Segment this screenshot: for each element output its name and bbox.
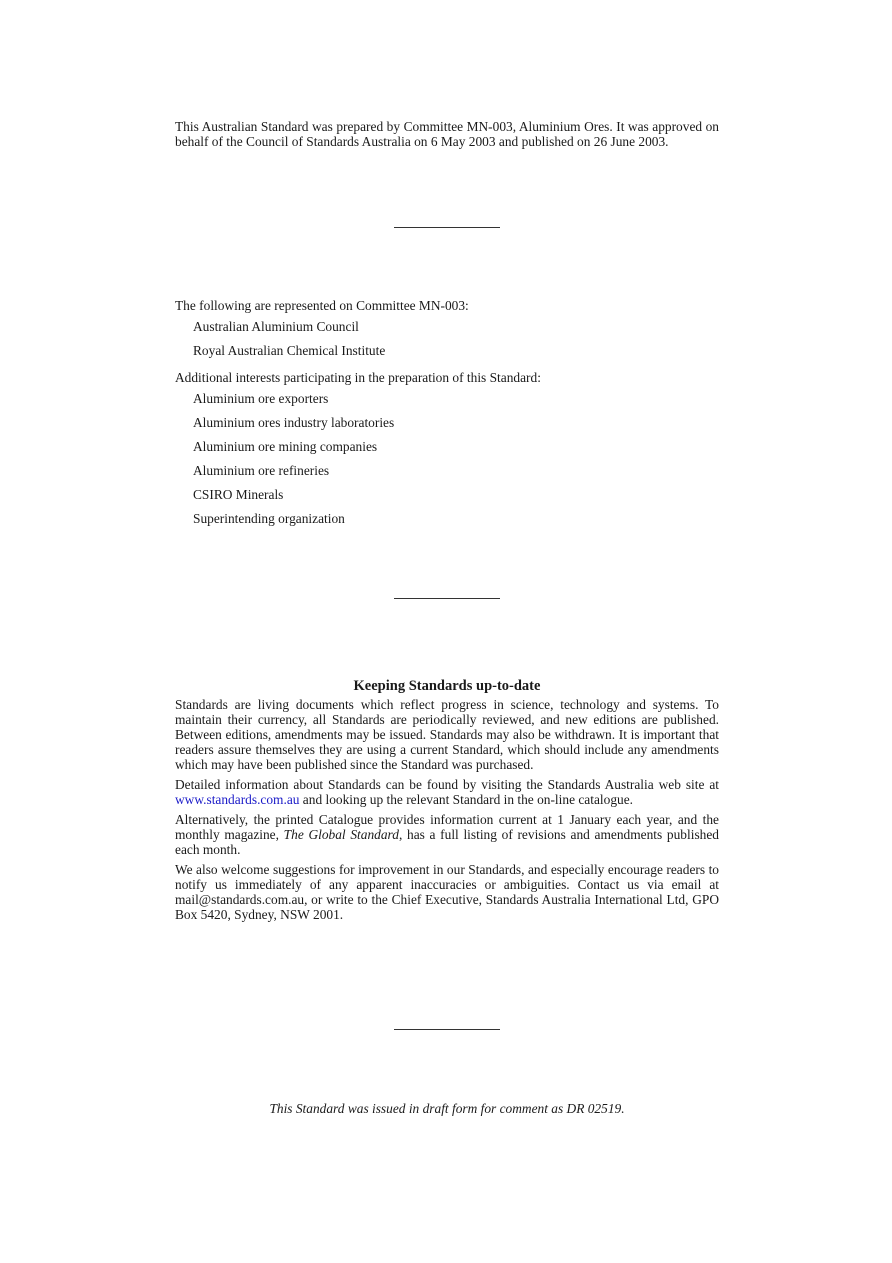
list-item: Aluminium ore refineries [193,463,330,478]
paragraph-text: Detailed information about Standards can be found by visiting the Standards Australia web site at [175,777,719,792]
paragraph-living-documents: Standards are living documents which reflect progress in science, technology and systems. To maintain their currency, all Standards are periodically reviewed, and new editions are published. Between editions, amendments may be issued. Standards may also be withdrawn. It is important that readers assure themselves they are using a current Standard, which should include any amendments which may have been published since the Standard was purchased. [175,697,719,772]
additional-interests-lead: Additional interests participating in the preparation of this Standard: [175,370,541,385]
list-item: Aluminium ore exporters [193,391,329,406]
section-divider [394,1029,500,1030]
committee-section [175,297,719,531]
paragraph-catalogue [175,812,719,857]
paragraph-text: Alternatively, the printed Catalogue provides information current at 1 January each year, and the monthly magazine, [175,812,719,842]
keeping-standards-section [175,677,719,927]
list-item: CSIRO Minerals [193,487,284,502]
list-item: Royal Australian Chemical Institute [193,343,386,358]
list-item: Aluminium ores industry laboratories [193,415,395,430]
committee-lead: The following are represented on Committee MN-003: [175,298,469,313]
paragraph-web-site [175,777,719,807]
additional-interests-list [175,387,719,531]
list-item: Aluminium ore mining companies [193,439,378,454]
magazine-title: The Global Standard [283,827,399,842]
intro-section [175,119,719,149]
committee-members-list [175,315,719,363]
website-link[interactable]: www.standards.com.au [175,792,300,807]
section-divider [394,598,500,599]
paragraph-text: , has a full listing of revisions and amendments published each month. [175,827,719,857]
section-heading: Keeping Standards up-to-date [353,678,541,694]
intro-paragraph: This Australian Standard was prepared by Committee MN-003, Aluminium Ores. It was approved on behalf of the Council of Standards Australia on 6 May 2003 and published on 26 June 2003. [175,119,719,149]
paragraph-suggestions: We also welcome suggestions for improvement in our Standards, and especially encourage readers to notify us immediately of any apparent inaccuracies or ambiguities. Contact us via email at mail@standards.com.au, or write to the Chief Executive, Standards Australia International Ltd, GPO Box 5420, Sydney, NSW 2001. [175,862,719,922]
list-item: Australian Aluminium Council [193,319,359,334]
draft-note: This Standard was issued in draft form for comment as DR 02519. [269,1101,625,1116]
list-item: Superintending organization [193,511,345,526]
paragraph-text: and looking up the relevant Standard in the on-line catalogue. [299,792,634,807]
section-divider [394,227,500,228]
